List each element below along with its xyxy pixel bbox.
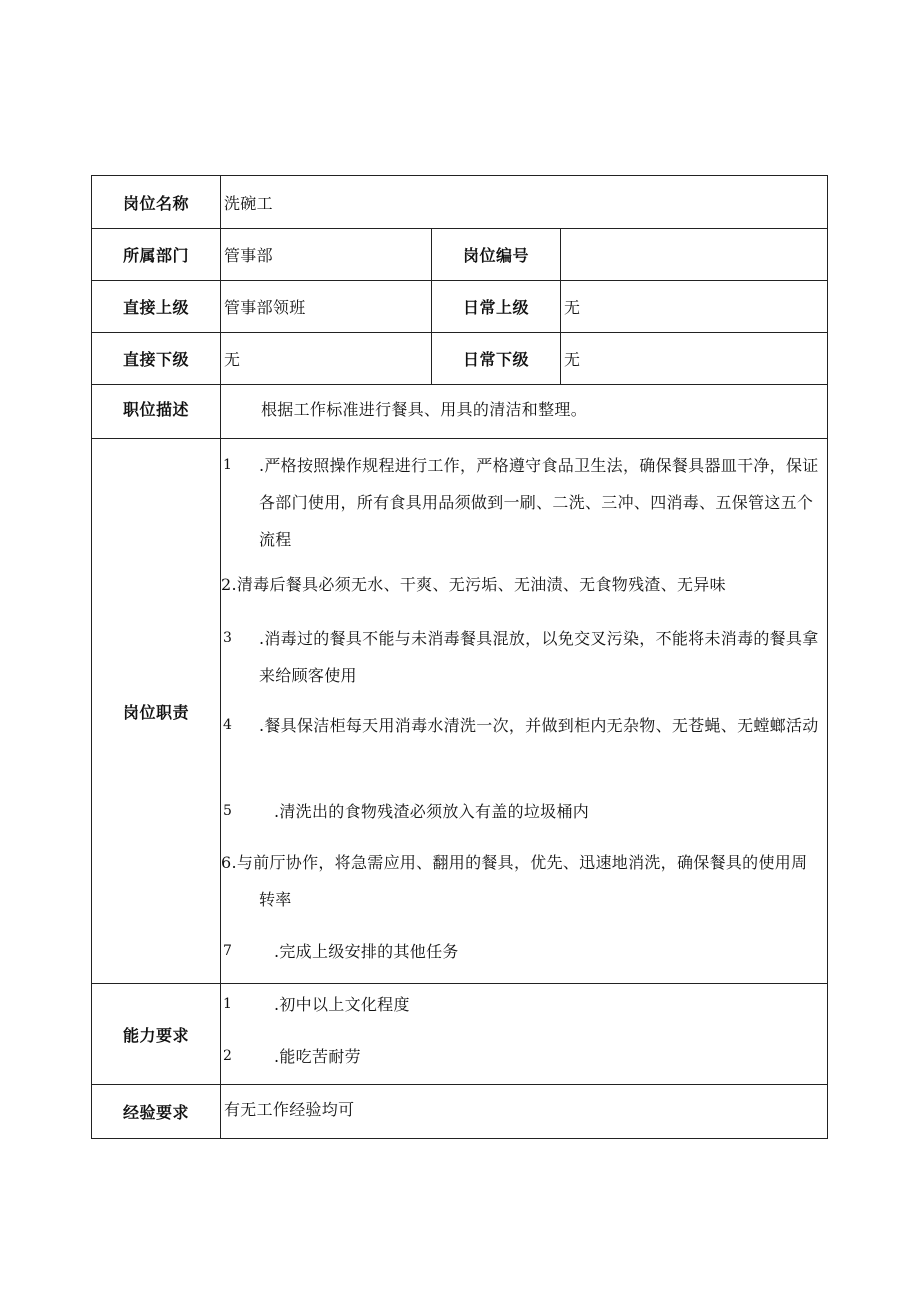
duty-text: .清毒后餐具必须无水、干爽、无污垢、无油渍、无食物残渣、无异味 — [231, 575, 726, 594]
direct-superior-label: 直接上级 — [92, 281, 221, 332]
post-name-label: 岗位名称 — [92, 176, 221, 228]
daily-subordinate-value: 无 — [564, 350, 581, 369]
direct-superior-value: 管事部领班 — [224, 298, 306, 317]
duty-item — [221, 447, 821, 558]
department-label: 所属部门 — [92, 229, 221, 280]
experience-value: 有无工作经验均可 — [224, 1100, 355, 1119]
duty-number: 2 — [221, 575, 232, 594]
duty-item — [221, 707, 821, 744]
row-ability — [92, 984, 827, 1085]
duties-list — [221, 439, 827, 983]
duty-number: 5 — [223, 803, 233, 819]
ability-list — [221, 984, 827, 1084]
duty-text: .与前厅协作，将急需应用、翻用的餐具，优先、迅速地消洗，确保餐具的使用周转率 — [231, 853, 808, 909]
daily-superior-label: 日常上级 — [431, 281, 561, 332]
duty-text: .餐具保洁柜每天用消毒水清洗一次，并做到柜内无杂物、无苍蝇、无螳螂活动 — [259, 716, 819, 735]
description-label: 职位描述 — [92, 385, 221, 438]
department-value: 管事部 — [224, 246, 273, 265]
job-description-table — [91, 175, 828, 1139]
duty-number: 4 — [223, 717, 233, 733]
duty-number: 7 — [223, 943, 233, 959]
ability-item — [221, 986, 821, 1023]
row-department — [92, 229, 827, 281]
ability-number: 2 — [223, 1048, 233, 1064]
duty-number: 1 — [223, 457, 233, 473]
direct-subordinate-label: 直接下级 — [92, 333, 221, 384]
description-value: 根据工作标准进行餐具、用具的清洁和整理。 — [261, 400, 588, 419]
duty-item — [221, 793, 821, 830]
duty-text: .完成上级安排的其他任务 — [274, 942, 459, 961]
duties-label: 岗位职责 — [92, 439, 221, 983]
row-description — [92, 385, 827, 439]
row-subordinate — [92, 333, 827, 385]
duty-item — [221, 620, 821, 694]
duty-text: .消毒过的餐具不能与未消毒餐具混放，以免交叉污染，不能将未消毒的餐具拿来给顾客使用 — [259, 629, 819, 685]
daily-superior-value: 无 — [564, 298, 581, 317]
ability-label: 能力要求 — [92, 984, 221, 1084]
post-code-value — [561, 229, 827, 280]
experience-label: 经验要求 — [92, 1085, 221, 1138]
duty-item — [221, 566, 821, 603]
ability-text: .能吃苦耐劳 — [274, 1047, 361, 1066]
ability-text: .初中以上文化程度 — [274, 995, 410, 1014]
post-name-value: 洗碗工 — [224, 193, 273, 213]
direct-subordinate-value: 无 — [224, 350, 241, 369]
post-code-label: 岗位编号 — [431, 229, 561, 280]
row-experience — [92, 1085, 827, 1138]
duty-item — [221, 933, 821, 970]
duty-number: 3 — [223, 630, 233, 646]
ability-number: 1 — [223, 996, 233, 1012]
duty-item — [221, 844, 821, 918]
duty-text: .清洗出的食物残渣必须放入有盖的垃圾桶内 — [274, 802, 590, 821]
ability-item — [221, 1038, 821, 1075]
duty-number: 6 — [221, 853, 232, 872]
row-duties — [92, 439, 827, 984]
row-superior — [92, 281, 827, 333]
duty-text: .严格按照操作规程进行工作，严格遵守食品卫生法，确保餐具器皿干净，保证各部门使用，所有食具用品须做到一刷、二洗、三冲、四消毒、五保管这五个流程 — [259, 456, 819, 549]
row-post-name — [92, 176, 827, 229]
daily-subordinate-label: 日常下级 — [431, 333, 561, 384]
